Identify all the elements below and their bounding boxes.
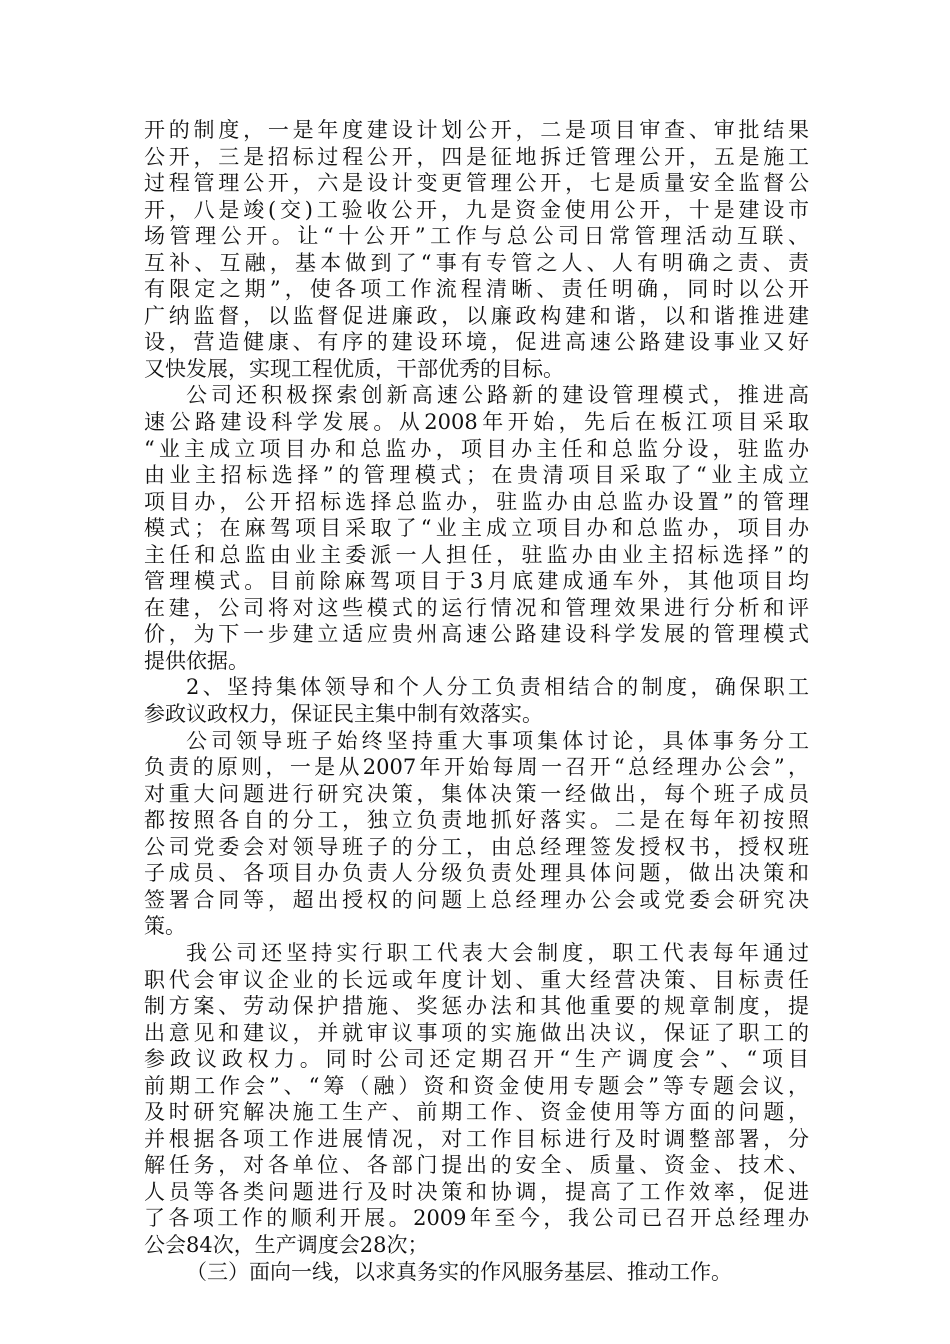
- text-line: 解任务，对各单位、各部门提出的安全、质量、资金、技术、: [144, 1153, 809, 1178]
- section-heading: 参政议政权力，保证民主集中制有效落实。: [144, 702, 543, 727]
- text-line: 场管理公开。让“十公开”工作与总公司日常管理活动互联、: [144, 224, 809, 249]
- text-line: 前期工作会”、“筹（融）资和资金使用专题会”等专题会议，: [144, 1073, 809, 1098]
- text-line: 速公路建设科学发展。从2008年开始，先后在板江项目采取: [144, 410, 809, 435]
- text-line: 提供依据。: [144, 648, 249, 673]
- text-line: 公司党委会对领导班子的分工，由总经理签发授权书，授权班: [144, 834, 809, 859]
- text-line: 广纳监督，以监督促进廉政，以廉政构建和谐，以和谐推进建: [144, 303, 809, 328]
- text-line: 互补、互融，基本做到了“事有专管之人、人有明确之责、责: [144, 250, 809, 275]
- text-line: 及时研究解决施工生产、前期工作、资金使用等方面的问题，: [144, 1100, 809, 1125]
- text-line: 过程管理公开，六是设计变更管理公开，七是质量安全监督公: [144, 171, 809, 196]
- text-line: 公会84次，生产调度会28次；: [144, 1232, 429, 1257]
- text-line: 公司还积极探索创新高速公路新的建设管理模式，推进高: [186, 383, 809, 408]
- text-line: 负责的原则，一是从2007年开始每周一召开“总经理办公会”，: [144, 755, 809, 780]
- text-line: 都按照各自的分工，独立负责地抓好落实。二是在每年初按照: [144, 808, 809, 833]
- text-line: 开的制度，一是年度建设计划公开，二是项目审查、审批结果: [144, 118, 809, 142]
- text-line: 签署合同等，超出授权的问题上总经理办公会或党委会研究决: [144, 887, 809, 912]
- section-heading: 2、坚持集体领导和个人分工负责相结合的制度，确保职工: [186, 675, 809, 700]
- text-line: “业主成立项目办和总监办，项目办主任和总监分设，驻监办: [144, 436, 809, 461]
- text-line: 有限定之期”，使各项工作流程清晰、责任明确，同时以公开: [144, 277, 809, 302]
- text-line: 并根据各项工作进展情况，对工作目标进行及时调整部署，分: [144, 1126, 809, 1151]
- text-line: 公开，三是招标过程公开，四是征地拆迁管理公开，五是施工: [144, 144, 809, 169]
- text-line: 开，八是竣(交)工验收公开，九是资金使用公开，十是建设市: [144, 197, 809, 222]
- text-line: 了各项工作的顺利开展。2009年至今，我公司已召开总经理办: [144, 1206, 809, 1231]
- text-line: 由业主招标选择”的管理模式；在贵清项目采取了“业主成立: [144, 463, 809, 488]
- section-heading: （三）面向一线，以求真务实的作风服务基层、推动工作。: [186, 1259, 732, 1284]
- text-line: 价，为下一步建立适应贵州高速公路建设科学发展的管理模式: [144, 622, 809, 647]
- text-line: 子成员、各项目办负责人分级负责处理具体问题，做出决策和: [144, 861, 809, 886]
- text-line: 参政议政权力。同时公司还定期召开“生产调度会”、“项目: [144, 1047, 809, 1072]
- text-line: 模式；在麻驾项目采取了“业主成立项目办和总监办，项目办: [144, 516, 809, 541]
- text-line: 主任和总监由业主委派一人担任，驻监办由业主招标选择”的: [144, 542, 809, 567]
- text-line: 对重大问题进行研究决策，集体决策一经做出，每个班子成员: [144, 781, 809, 806]
- text-line: 项目办，公开招标选择总监办，驻监办由总监办设置”的管理: [144, 489, 809, 514]
- text-line: 出意见和建议，并就审议事项的实施做出决议，保证了职工的: [144, 1020, 809, 1045]
- text-line: 设，营造健康、有序的建设环境，促进高速公路建设事业又好: [144, 330, 809, 355]
- text-line: 管理模式。目前除麻驾项目于3月底建成通车外，其他项目均: [144, 569, 809, 594]
- text-line: 在建，公司将对这些模式的运行情况和管理效果进行分析和评: [144, 595, 809, 620]
- document-body: [144, 117, 809, 1285]
- text-line: 我公司还坚持实行职工代表大会制度，职工代表每年通过: [186, 940, 809, 965]
- text-line: 制方案、劳动保护措施、奖惩办法和其他重要的规章制度，提: [144, 994, 809, 1019]
- text-line: 策。: [144, 914, 186, 939]
- text-line: 职代会审议企业的长远或年度计划、重大经营决策、目标责任: [144, 967, 809, 992]
- text-line: 又快发展，实现工程优质，干部优秀的目标。: [144, 356, 564, 381]
- text-line: 公司领导班子始终坚持重大事项集体讨论，具体事务分工: [186, 728, 809, 753]
- text-line: 人员等各类问题进行及时决策和协调，提高了工作效率，促进: [144, 1179, 809, 1204]
